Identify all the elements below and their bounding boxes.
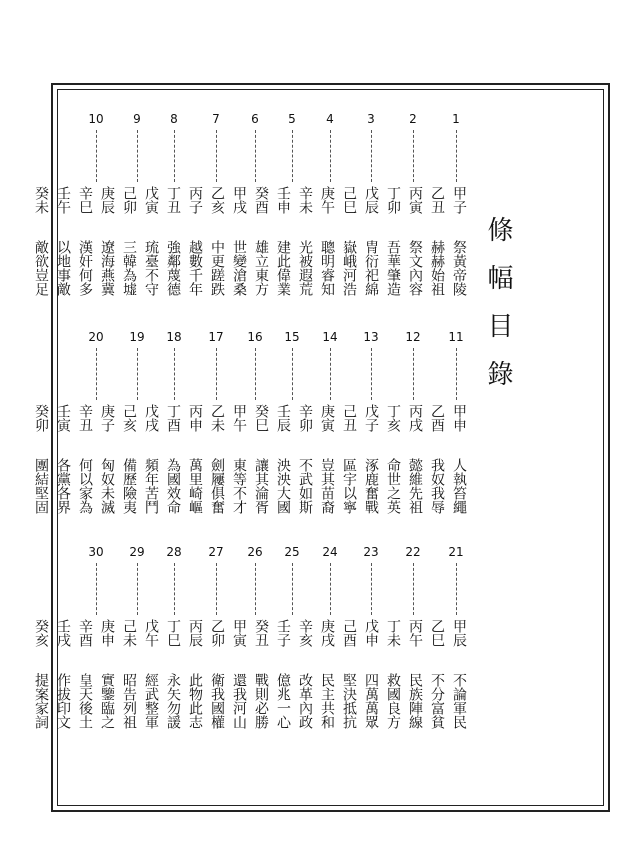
ganzhi-label: 甲寅 bbox=[231, 619, 247, 647]
entry-number: 8 bbox=[170, 112, 178, 126]
ganzhi-label: 癸卯 bbox=[33, 404, 49, 432]
entry-number: 19 bbox=[129, 330, 145, 344]
ganzhi-label: 庚午 bbox=[319, 186, 335, 214]
ganzhi-label: 丙午 bbox=[407, 619, 423, 647]
motto-text: 強鄰蔑德 bbox=[165, 240, 181, 296]
ganzhi-label: 癸亥 bbox=[33, 619, 49, 647]
motto-text: 為國效命 bbox=[165, 458, 181, 514]
motto-text: 備歷險夷 bbox=[121, 458, 137, 514]
ganzhi-label: 乙酉 bbox=[429, 404, 445, 432]
motto-text: 琉臺不守 bbox=[143, 240, 159, 296]
page-title: 條幅目錄 bbox=[483, 216, 513, 408]
motto-text: 世變滄桑 bbox=[231, 240, 247, 296]
leader-dash bbox=[456, 130, 457, 182]
motto-text: 漢奸何多 bbox=[77, 240, 93, 296]
motto-text: 億兆一心 bbox=[275, 673, 291, 729]
motto-text: 涿鹿奮戰 bbox=[363, 458, 379, 514]
entry-number: 22 bbox=[405, 545, 421, 559]
ganzhi-label: 戊辰 bbox=[363, 186, 379, 214]
entry-number: 28 bbox=[166, 545, 182, 559]
ganzhi-label: 甲戌 bbox=[231, 186, 247, 214]
leader-dash bbox=[216, 130, 217, 182]
entry-number: 25 bbox=[284, 545, 300, 559]
motto-text: 萬里崎嶇 bbox=[187, 458, 203, 514]
motto-text: 不分富貧 bbox=[429, 673, 445, 729]
motto-text: 豈其苗裔 bbox=[319, 458, 335, 514]
ganzhi-label: 戊申 bbox=[363, 619, 379, 647]
ganzhi-label: 戊戌 bbox=[143, 404, 159, 432]
motto-text: 頻年苦鬥 bbox=[143, 458, 159, 514]
entry-number: 2 bbox=[409, 112, 417, 126]
motto-text: 中更蹉跌 bbox=[209, 240, 225, 296]
leader-dash bbox=[255, 130, 256, 182]
leader-dash bbox=[413, 348, 414, 400]
ganzhi-label: 戊午 bbox=[143, 619, 159, 647]
motto-text: 冑衍祀綿 bbox=[363, 240, 379, 296]
motto-text: 堅決抵抗 bbox=[341, 673, 357, 729]
leader-dash bbox=[413, 130, 414, 182]
ganzhi-label: 乙巳 bbox=[429, 619, 445, 647]
motto-text: 以地事敵 bbox=[55, 240, 71, 296]
ganzhi-label: 己卯 bbox=[121, 186, 137, 214]
ganzhi-label: 甲辰 bbox=[451, 619, 467, 647]
leader-dash bbox=[96, 348, 97, 400]
entry-number: 12 bbox=[405, 330, 421, 344]
entry-number: 26 bbox=[247, 545, 263, 559]
entry-number: 20 bbox=[88, 330, 104, 344]
motto-text: 不論軍民 bbox=[451, 673, 467, 729]
ganzhi-label: 丁未 bbox=[385, 619, 401, 647]
motto-text: 衛我國權 bbox=[209, 673, 225, 729]
entry-number: 30 bbox=[88, 545, 104, 559]
entry-number: 18 bbox=[166, 330, 182, 344]
ganzhi-label: 己酉 bbox=[341, 619, 357, 647]
entry-number: 5 bbox=[288, 112, 296, 126]
leader-dash bbox=[292, 563, 293, 615]
entry-number: 21 bbox=[448, 545, 464, 559]
motto-text: 戰則必勝 bbox=[253, 673, 269, 729]
leader-dash bbox=[371, 348, 372, 400]
ganzhi-label: 己巳 bbox=[341, 186, 357, 214]
leader-dash bbox=[174, 563, 175, 615]
ganzhi-label: 丙寅 bbox=[407, 186, 423, 214]
motto-text: 不武如斯 bbox=[297, 458, 313, 514]
ganzhi-label: 壬辰 bbox=[275, 404, 291, 432]
motto-text: 何以家為 bbox=[77, 458, 93, 514]
ganzhi-label: 丙辰 bbox=[187, 619, 203, 647]
leader-dash bbox=[216, 563, 217, 615]
ganzhi-label: 癸丑 bbox=[253, 619, 269, 647]
motto-text: 三韓為墟 bbox=[121, 240, 137, 296]
motto-text: 提案家詞 bbox=[33, 673, 49, 729]
leader-dash bbox=[137, 130, 138, 182]
ganzhi-label: 丙申 bbox=[187, 404, 203, 432]
ganzhi-label: 己亥 bbox=[121, 404, 137, 432]
ganzhi-label: 癸未 bbox=[33, 186, 49, 214]
leader-dash bbox=[413, 563, 414, 615]
ganzhi-label: 丁巳 bbox=[165, 619, 181, 647]
ganzhi-label: 辛亥 bbox=[297, 619, 313, 647]
leader-dash bbox=[371, 130, 372, 182]
motto-text: 經武整軍 bbox=[143, 673, 159, 729]
motto-text: 祭文內容 bbox=[407, 240, 423, 296]
ganzhi-label: 癸巳 bbox=[253, 404, 269, 432]
motto-text: 命世之英 bbox=[385, 458, 401, 514]
motto-text: 吾華肇造 bbox=[385, 240, 401, 296]
motto-text: 四萬萬眾 bbox=[363, 673, 379, 729]
ganzhi-label: 丙戌 bbox=[407, 404, 423, 432]
leader-dash bbox=[292, 130, 293, 182]
motto-text: 民主共和 bbox=[319, 673, 335, 729]
leader-dash bbox=[330, 130, 331, 182]
ganzhi-label: 戊寅 bbox=[143, 186, 159, 214]
ganzhi-label: 丁亥 bbox=[385, 404, 401, 432]
leader-dash bbox=[174, 130, 175, 182]
leader-dash bbox=[174, 348, 175, 400]
ganzhi-label: 壬戌 bbox=[55, 619, 71, 647]
ganzhi-label: 甲子 bbox=[451, 186, 467, 214]
leader-dash bbox=[456, 348, 457, 400]
leader-dash bbox=[96, 130, 97, 182]
motto-text: 昭告列祖 bbox=[121, 673, 137, 729]
entry-number: 17 bbox=[208, 330, 224, 344]
ganzhi-label: 庚戌 bbox=[319, 619, 335, 647]
leader-dash bbox=[96, 563, 97, 615]
motto-text: 泱泱大國 bbox=[275, 458, 291, 514]
motto-text: 此物此志 bbox=[187, 673, 203, 729]
ganzhi-label: 乙卯 bbox=[209, 619, 225, 647]
entry-number: 23 bbox=[363, 545, 379, 559]
leader-dash bbox=[371, 563, 372, 615]
motto-text: 劍屨俱奮 bbox=[209, 458, 225, 514]
leader-dash bbox=[255, 348, 256, 400]
ganzhi-label: 己丑 bbox=[341, 404, 357, 432]
ganzhi-label: 丁丑 bbox=[165, 186, 181, 214]
ganzhi-label: 壬子 bbox=[275, 619, 291, 647]
entry-number: 10 bbox=[88, 112, 104, 126]
ganzhi-label: 辛酉 bbox=[77, 619, 93, 647]
ganzhi-label: 壬寅 bbox=[55, 404, 71, 432]
entry-number: 3 bbox=[367, 112, 375, 126]
motto-text: 永矢勿諼 bbox=[165, 673, 181, 729]
leader-dash bbox=[330, 563, 331, 615]
entry-number: 29 bbox=[129, 545, 145, 559]
motto-text: 匈奴未滅 bbox=[99, 458, 115, 514]
motto-text: 雄立東方 bbox=[253, 240, 269, 296]
entry-number: 15 bbox=[284, 330, 300, 344]
ganzhi-label: 癸酉 bbox=[253, 186, 269, 214]
ganzhi-label: 庚辰 bbox=[99, 186, 115, 214]
motto-text: 嶽峨河浩 bbox=[341, 240, 357, 296]
entry-number: 1 bbox=[452, 112, 460, 126]
motto-text: 赫赫始祖 bbox=[429, 240, 445, 296]
leader-dash bbox=[292, 348, 293, 400]
motto-text: 人執笞繩 bbox=[451, 458, 467, 514]
entry-number: 16 bbox=[247, 330, 263, 344]
ganzhi-label: 戊子 bbox=[363, 404, 379, 432]
entry-number: 4 bbox=[326, 112, 334, 126]
leader-dash bbox=[456, 563, 457, 615]
entry-number: 24 bbox=[322, 545, 338, 559]
motto-text: 皇天後土 bbox=[77, 673, 93, 729]
ganzhi-label: 庚子 bbox=[99, 404, 115, 432]
leader-dash bbox=[330, 348, 331, 400]
motto-text: 越數千年 bbox=[187, 240, 203, 296]
ganzhi-label: 乙亥 bbox=[209, 186, 225, 214]
motto-text: 讓其淪胥 bbox=[253, 458, 269, 514]
entry-number: 6 bbox=[251, 112, 259, 126]
entry-number: 7 bbox=[212, 112, 220, 126]
motto-text: 祭黃帝陵 bbox=[451, 240, 467, 296]
ganzhi-label: 庚寅 bbox=[319, 404, 335, 432]
leader-dash bbox=[255, 563, 256, 615]
motto-text: 遼海燕冀 bbox=[99, 240, 115, 296]
ganzhi-label: 壬申 bbox=[275, 186, 291, 214]
leader-dash bbox=[137, 563, 138, 615]
motto-text: 光被遐荒 bbox=[297, 240, 313, 296]
ganzhi-label: 庚申 bbox=[99, 619, 115, 647]
motto-text: 救國良方 bbox=[385, 673, 401, 729]
motto-text: 作拔印文 bbox=[55, 673, 71, 729]
entry-number: 27 bbox=[208, 545, 224, 559]
motto-text: 各黨各界 bbox=[55, 458, 71, 514]
ganzhi-label: 辛巳 bbox=[77, 186, 93, 214]
ganzhi-label: 辛丑 bbox=[77, 404, 93, 432]
ganzhi-label: 辛未 bbox=[297, 186, 313, 214]
ganzhi-label: 甲申 bbox=[451, 404, 467, 432]
entry-number: 11 bbox=[448, 330, 464, 344]
motto-text: 聰明睿知 bbox=[319, 240, 335, 296]
motto-text: 東等不才 bbox=[231, 458, 247, 514]
entry-number: 13 bbox=[363, 330, 379, 344]
ganzhi-label: 壬午 bbox=[55, 186, 71, 214]
motto-text: 建此偉業 bbox=[275, 240, 291, 296]
ganzhi-label: 甲午 bbox=[231, 404, 247, 432]
ganzhi-label: 己未 bbox=[121, 619, 137, 647]
motto-text: 民族陣線 bbox=[407, 673, 423, 729]
leader-dash bbox=[137, 348, 138, 400]
motto-text: 我奴我辱 bbox=[429, 458, 445, 514]
motto-text: 團結堅固 bbox=[33, 458, 49, 514]
motto-text: 敵欲豈足 bbox=[33, 240, 49, 296]
ganzhi-label: 丁酉 bbox=[165, 404, 181, 432]
ganzhi-label: 乙丑 bbox=[429, 186, 445, 214]
motto-text: 區宇以寧 bbox=[341, 458, 357, 514]
leader-dash bbox=[216, 348, 217, 400]
ganzhi-label: 乙未 bbox=[209, 404, 225, 432]
motto-text: 懿維先祖 bbox=[407, 458, 423, 514]
ganzhi-label: 丙子 bbox=[187, 186, 203, 214]
motto-text: 還我河山 bbox=[231, 673, 247, 729]
ganzhi-label: 辛卯 bbox=[297, 404, 313, 432]
ganzhi-label: 丁卯 bbox=[385, 186, 401, 214]
motto-text: 實鑒臨之 bbox=[99, 673, 115, 729]
motto-text: 改革內政 bbox=[297, 673, 313, 729]
entry-number: 9 bbox=[133, 112, 141, 126]
entry-number: 14 bbox=[322, 330, 338, 344]
